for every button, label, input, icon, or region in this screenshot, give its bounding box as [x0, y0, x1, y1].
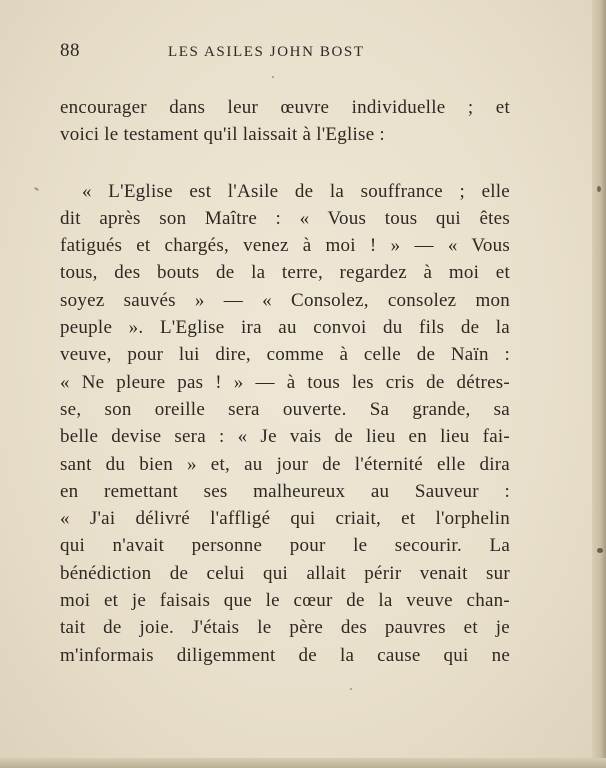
text-line: sant du bien » et, au jour de l'éternité elle dira	[60, 453, 510, 475]
text-line: « L'Eglise est l'Asile de la souffrance ; elle	[82, 180, 510, 202]
body-text	[60, 94, 510, 669]
page-edge-right	[592, 0, 606, 768]
text-line: soyez sauvés » — « Consolez, consolez mon	[60, 289, 510, 311]
text-line: tous, des bouts de la terre, regardez à moi et	[60, 262, 510, 284]
paper-speck	[597, 186, 601, 192]
text-line: tait de joie. J'étais le père des pauvres et je	[60, 617, 510, 639]
paper-speck	[272, 76, 274, 78]
text-line: encourager dans leur œuvre individuelle ; et	[60, 97, 510, 118]
paper-speck	[597, 548, 603, 553]
text-line: en remettant ses malheureux au Sauveur :	[60, 480, 510, 502]
text-line: moi et je faisais que le cœur de la veuve chan-	[60, 590, 510, 612]
paragraph-2	[60, 178, 510, 669]
running-head: LES ASILES JOHN BOST	[168, 44, 365, 60]
paper-speck	[34, 187, 39, 192]
page-edge-bottom	[0, 758, 606, 768]
text-line: « J'ai délivré l'affligé qui criait, et l'orphelin	[60, 508, 510, 530]
text-line: « Ne pleure pas ! » — à tous les cris de détres-	[60, 371, 510, 393]
text-line: se, son oreille sera ouverte. Sa grande, sa	[60, 398, 510, 420]
text-line: dit après son Maître : « Vous tous qui êtes	[60, 207, 510, 229]
text-line: bénédiction de celui qui allait périr venait sur	[60, 562, 510, 584]
page-header	[0, 40, 606, 64]
text-line: m'informais diligemment de la cause qui ne	[60, 644, 510, 666]
text-line: voici le testament qu'il laissait à l'Eglise :	[60, 124, 385, 146]
page-number: 88	[60, 40, 80, 61]
text-line: belle devise sera : « Je vais de lieu en lieu fai-	[60, 426, 510, 448]
text-line: qui n'avait personne pour le secourir. La	[60, 535, 510, 557]
text-line: peuple ». L'Eglise ira au convoi du fils de la	[60, 317, 510, 339]
paper-speck	[350, 688, 352, 690]
text-line: veuve, pour lui dire, comme à celle de Naïn :	[60, 344, 510, 366]
paragraph-1	[60, 94, 510, 149]
text-line: fatigués et chargés, venez à moi ! » — « Vous	[60, 235, 510, 257]
